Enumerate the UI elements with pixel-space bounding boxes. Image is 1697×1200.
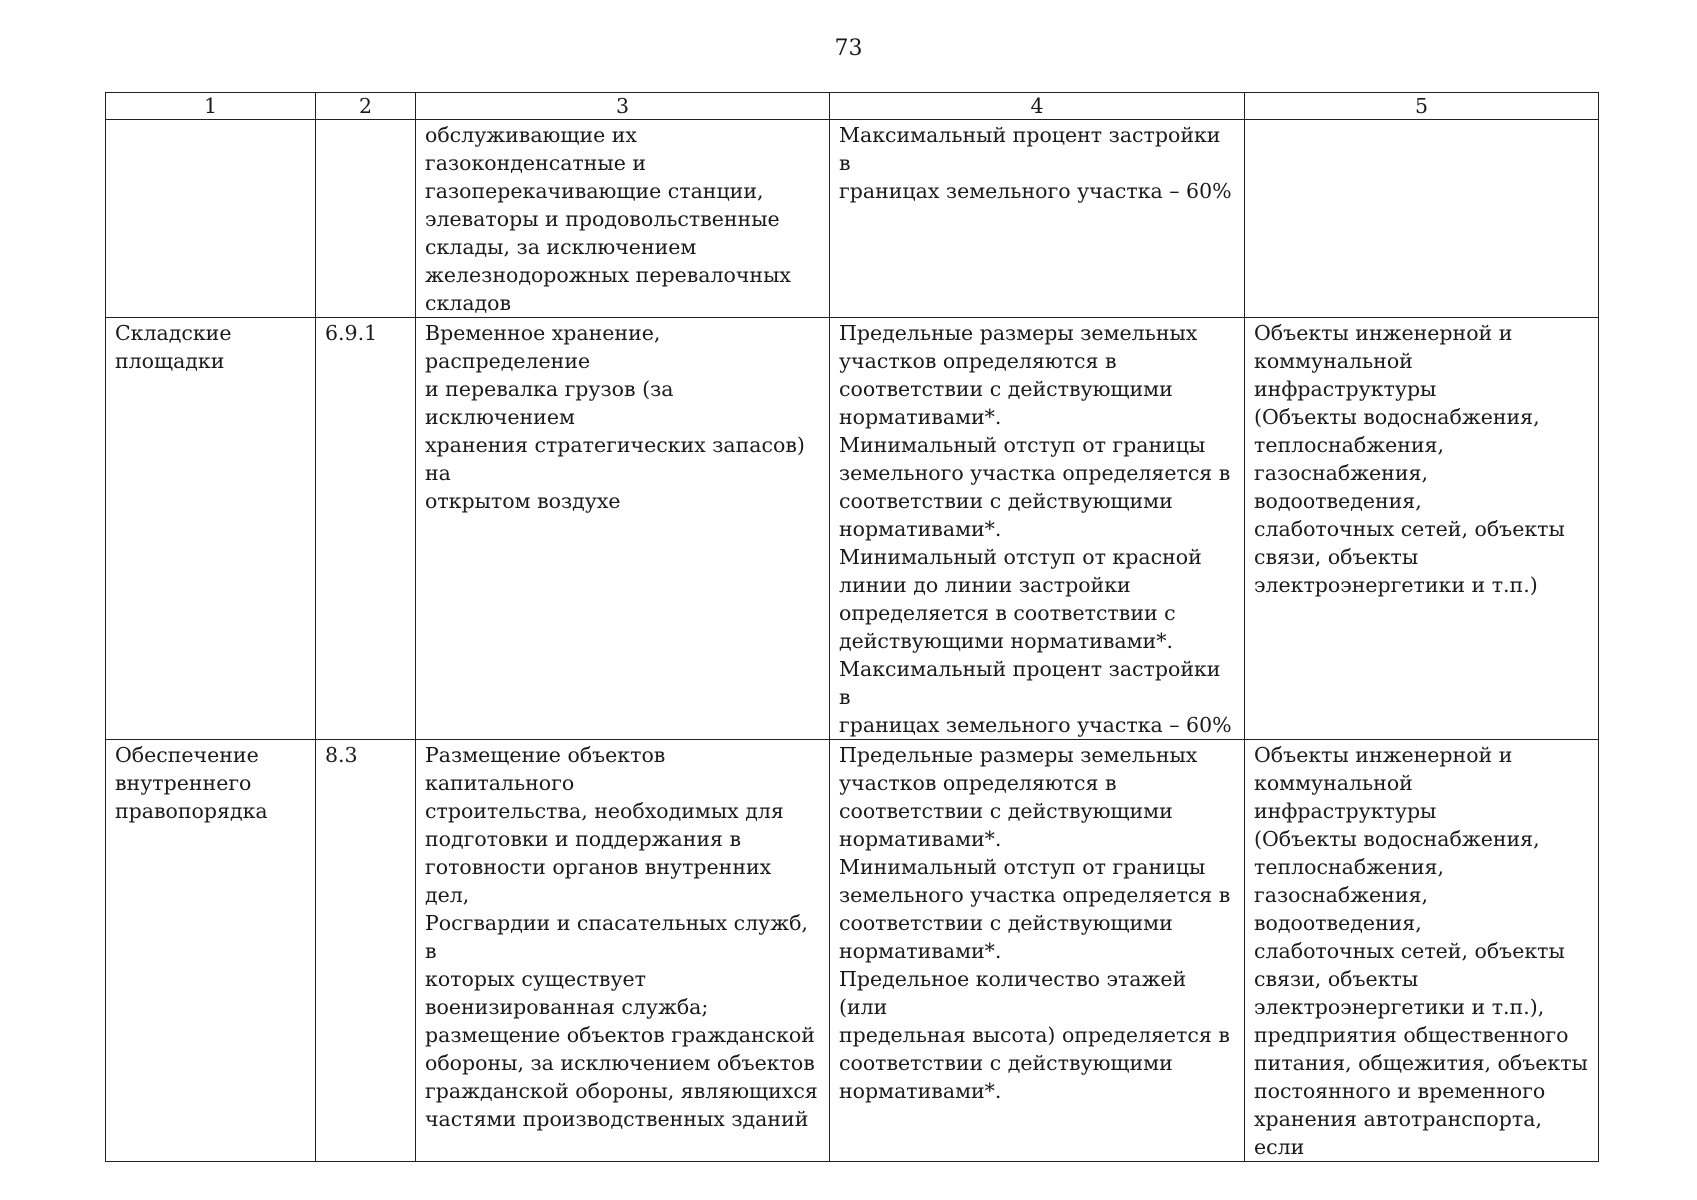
cell-auxiliary-uses: Объекты инженерной и коммунальной инфраструктуры (Объекты водоснабжения, теплоснабжения, газоснабжения, водоотведения, слаботочных сетей, объекты связи, объекты электроэнергетики и т.п.) [1245,318,1599,740]
header-col-5: 5 [1245,93,1599,120]
header-col-4: 4 [830,93,1245,120]
table-row [106,120,1599,318]
cell-use-description: Временное хранение, распределение и перевалка грузов (за исключением хранения стратегических запасов) на открытом воздухе [416,318,830,740]
cell-parameters: Предельные размеры земельных участков определяются в соответствии с действующими нормативами*. Минимальный отступ от границы земельного участка определяется в соответствии с действующими нормативами*. Предельное количество этажей (или предельная высота) определяется в соответствии с действующими нормативами*. [830,740,1245,1162]
cell-use-name: Обеспечение внутреннего правопорядка [106,740,316,1162]
cell-parameters: Предельные размеры земельных участков определяются в соответствии с действующими нормативами*. Минимальный отступ от границы земельного участка определяется в соответствии с действующими нормативами*. Минимальный отступ от красной линии до линии застройки определяется в соответствии с действующими нормативами*. Максимальный процент застройки в границах земельного участка – 60% [830,318,1245,740]
cell-use-code: 6.9.1 [316,318,416,740]
header-col-2: 2 [316,93,416,120]
table-header-row [106,93,1599,120]
table-row [106,740,1599,1162]
header-col-3: 3 [416,93,830,120]
cell-use-description: Размещение объектов капитального строительства, необходимых для подготовки и поддержания в готовности органов внутренних дел, Росгвардии и спасательных служб, в которых существует военизированная служба; размещение объектов гражданской обороны, за исключением объектов гражданской обороны, являющихся частями производственных зданий [416,740,830,1162]
cell-parameters: Максимальный процент застройки в границах земельного участка – 60% [830,120,1245,318]
cell-use-name [106,120,316,318]
cell-use-description: обслуживающие их газоконденсатные и газоперекачивающие станции, элеваторы и продовольственные склады, за исключением железнодорожных перевалочных складов [416,120,830,318]
cell-auxiliary-uses [1245,120,1599,318]
table-row [106,318,1599,740]
cell-use-name: Складские площадки [106,318,316,740]
land-use-table [105,92,1599,1162]
cell-auxiliary-uses: Объекты инженерной и коммунальной инфраструктуры (Объекты водоснабжения, теплоснабжения, газоснабжения, водоотведения, слаботочных сетей, объекты связи, объекты электроэнергетики и т.п.), предприятия общественного питания, общежития, объекты постоянного и временного хранения автотранспорта, если [1245,740,1599,1162]
cell-use-code: 8.3 [316,740,416,1162]
page-number: 73 [834,36,863,61]
header-col-1: 1 [106,93,316,120]
cell-use-code [316,120,416,318]
